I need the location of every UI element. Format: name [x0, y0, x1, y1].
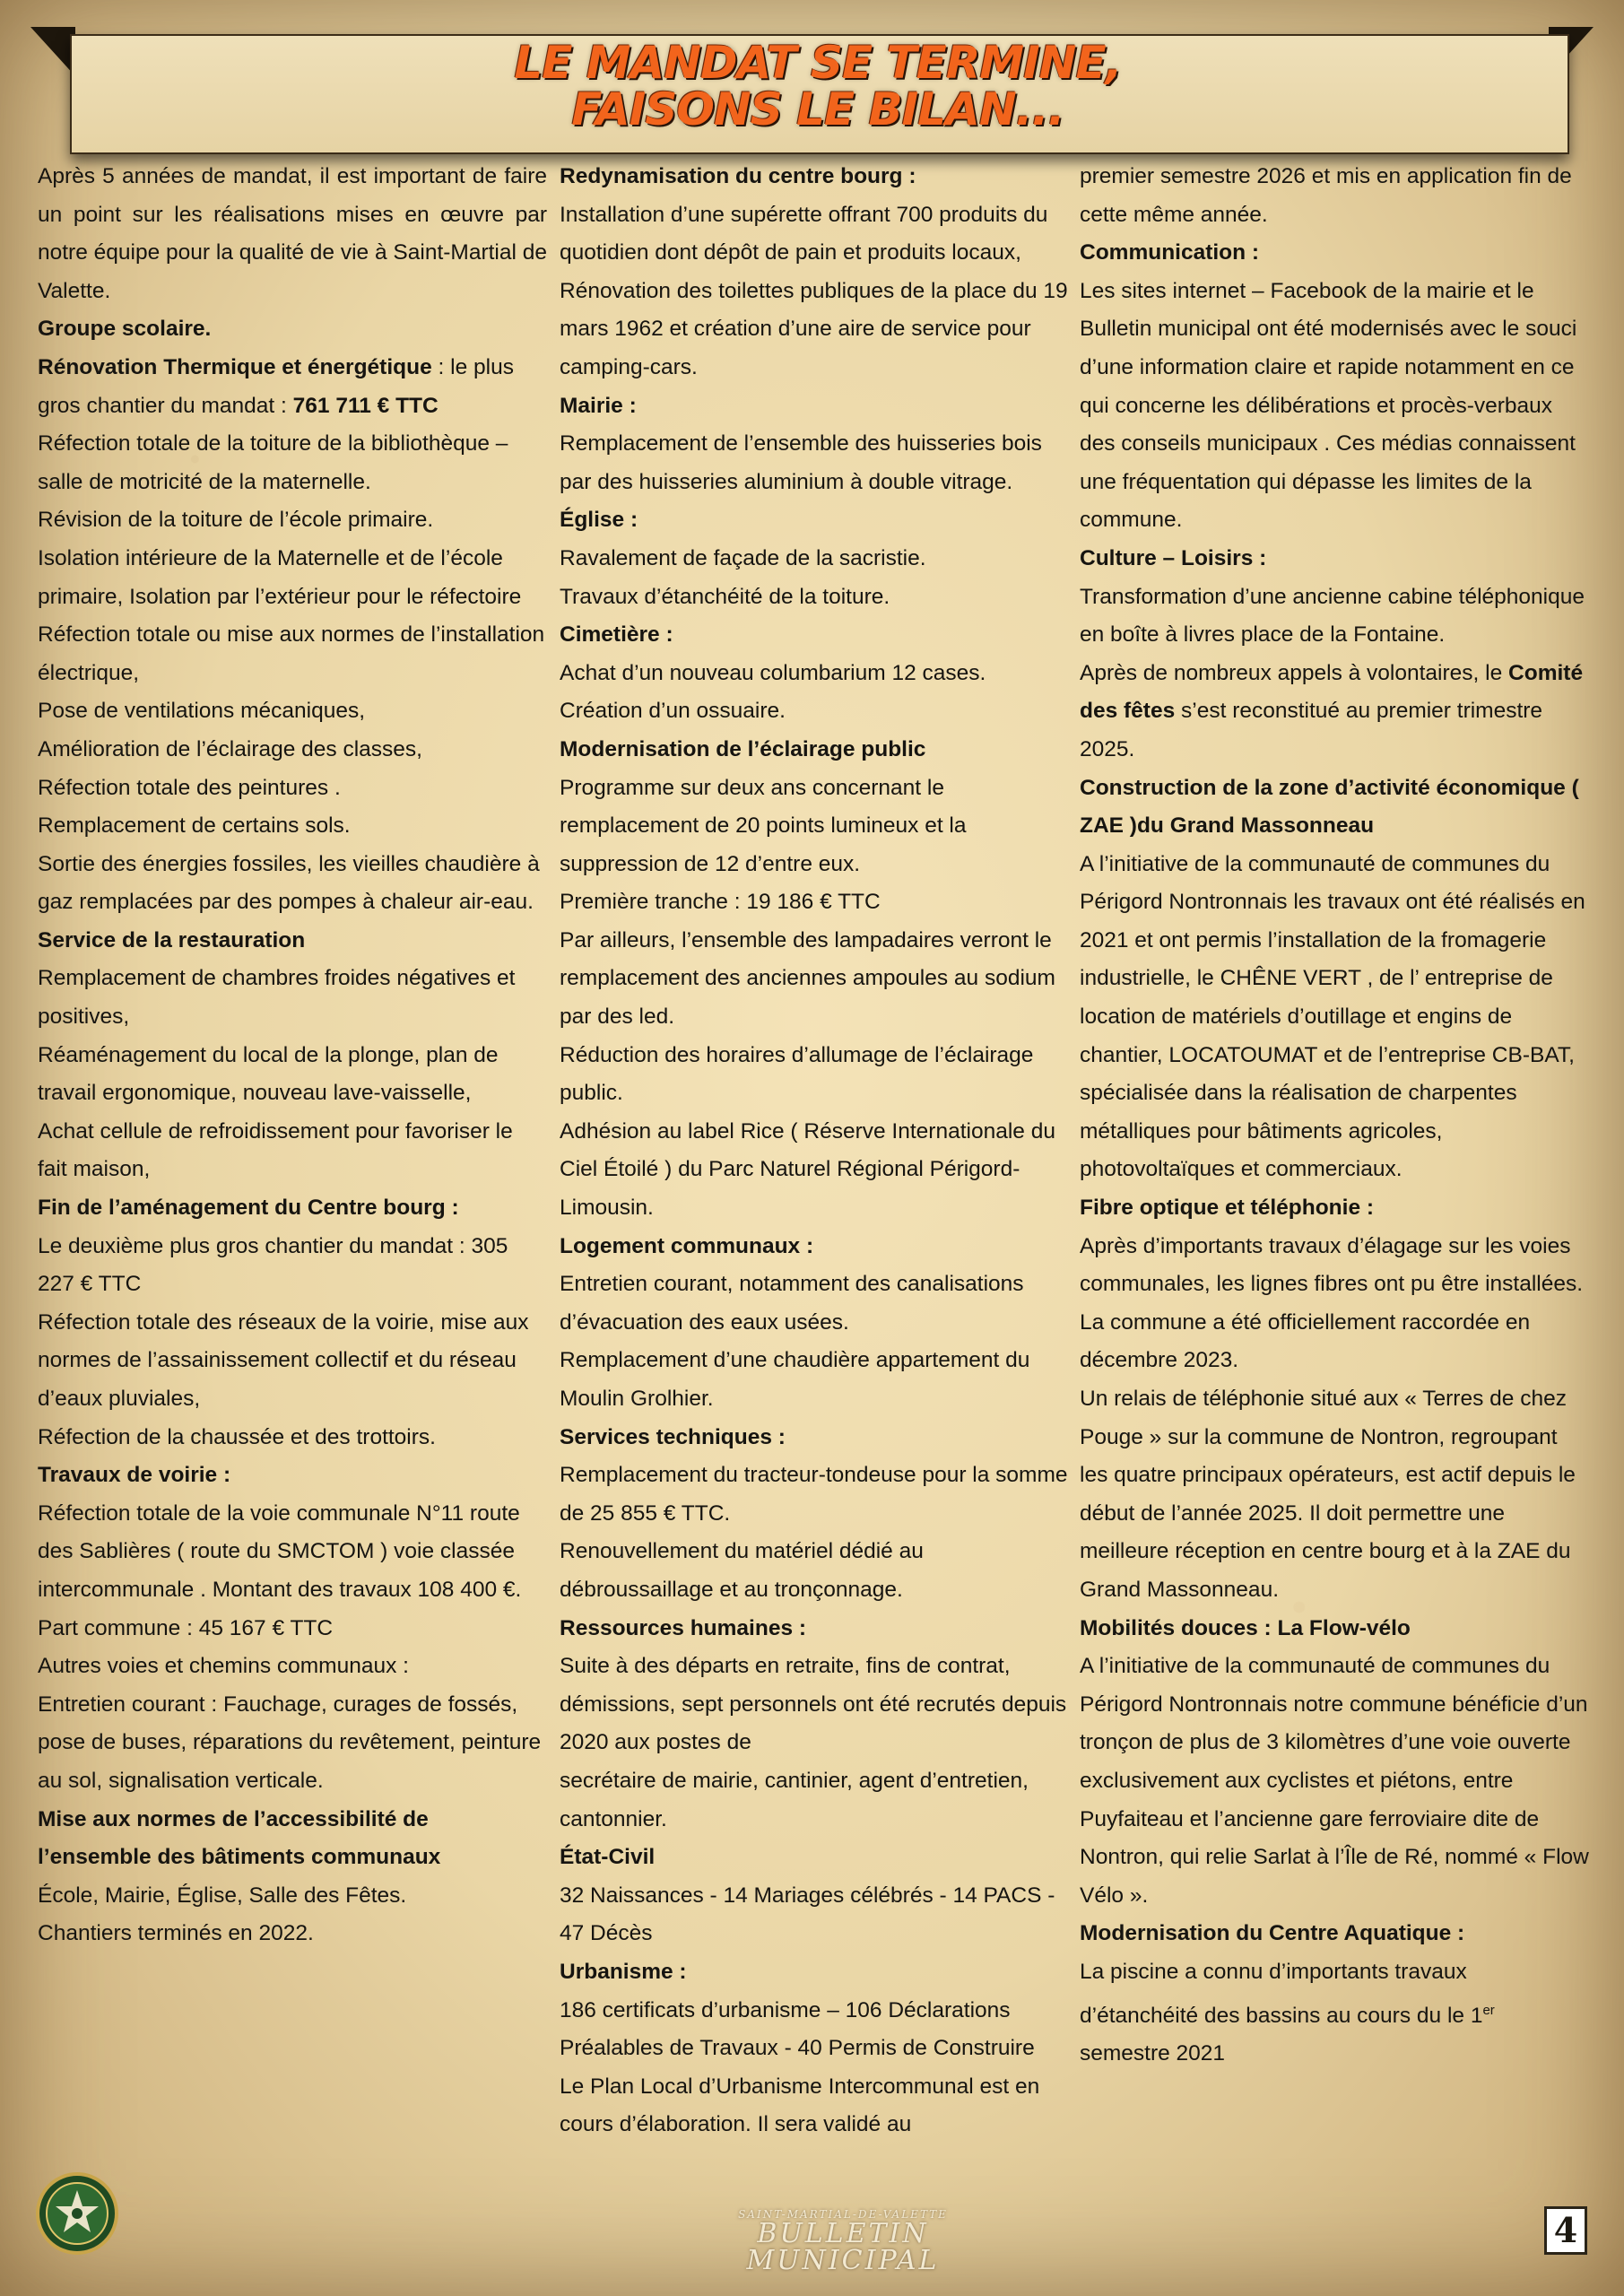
heading-restauration: Service de la restauration — [38, 927, 306, 952]
heading-mobilites: Mobilités douces : La Flow-vélo — [1080, 1615, 1411, 1640]
list-item: Réduction des horaires d’allumage de l’éclairage public. — [560, 1042, 1034, 1106]
comite-paragraph: Après de nombreux appels à volontaires, le Comité des fêtes s’est reconstitué au premier trimestre 2025. — [1080, 660, 1584, 761]
list-item: École, Mairie, Église, Salle des Fêtes. — [38, 1883, 407, 1908]
list-item: 186 certificats d’urbanisme – 106 Déclarations Préalables de Travaux - 40 Permis de Construire — [560, 1997, 1035, 2061]
heading-eglise: Église : — [560, 508, 638, 533]
list-item: Chantiers terminés en 2022. — [38, 1921, 314, 1946]
column-3 — [1080, 158, 1591, 2074]
list-item: 32 Naissances - 14 Mariages célébrés - 14 PACS - 47 Décès — [560, 1883, 1055, 1946]
aquatique-paragraph: La piscine a connu d’importants travaux d’étanchéité des bassins au cours du le 1er semestre 2021 — [1080, 1959, 1495, 2066]
list-item: Suite à des départs en retraite, fins de contrat, démissions, sept personnels ont été recrutés depuis 2020 aux postes de — [560, 1654, 1067, 1755]
list-item: Réfection totale de la toiture de la bibliothèque – salle de motricité de la maternelle. — [38, 431, 508, 494]
list-item: Installation d’une supérette offrant 700 produits du quotidien dont dépôt de pain et produits locaux, — [560, 202, 1048, 265]
list-item: secrétaire de mairie, cantinier, agent d’entretien, cantonnier. — [560, 1768, 1029, 1831]
page-title-line-2: FAISONS LE BILAN... — [571, 83, 1064, 135]
renovation-paragraph: Rénovation Thermique et énergétique : le plus gros chantier du mandat : 761 711 € TTC — [38, 354, 514, 418]
list-item: Réfection totale des réseaux de la voirie, mise aux normes de l’assainissement collectif et du réseau d’eaux pluviales, — [38, 1309, 529, 1411]
heading-etat-civil: État-Civil — [560, 1845, 656, 1870]
list-item: Pose de ventilations mécaniques, — [38, 699, 365, 724]
list-item: Travaux d’étanchéité de la toiture. — [560, 584, 890, 609]
list-item: Révision de la toiture de l’école primaire. — [38, 508, 434, 533]
list-item: Remplacement de certains sols. — [38, 813, 351, 839]
list-item: Achat d’un nouveau columbarium 12 cases. — [560, 660, 986, 685]
superscript-er: er — [1482, 2002, 1495, 2018]
list-item: Création d’un ossuaire. — [560, 699, 786, 724]
list-item: Réfection de la chaussée et des trottoirs. — [38, 1424, 436, 1449]
heading-mairie: Mairie : — [560, 393, 637, 418]
heading-services-techniques: Services techniques : — [560, 1424, 786, 1449]
list-item: Entretien courant, notamment des canalisations d’évacuation des eaux usées. — [560, 1272, 1024, 1335]
heading-cimetiere: Cimetière : — [560, 622, 673, 648]
column-1 — [38, 158, 547, 1953]
heading-voirie: Travaux de voirie : — [38, 1463, 231, 1488]
heading-accessibilite: Mise aux normes de l’accessibilité de l’ensemble des bâtiments communaux — [38, 1806, 441, 1870]
list-item: Réfection totale ou mise aux normes de l’installation électrique, — [38, 622, 545, 685]
heading-urbanisme: Urbanisme : — [560, 1959, 687, 1984]
bulletin-watermark-big: BULLETIN MUNICIPAL — [746, 2218, 940, 2276]
list-item: Remplacement du tracteur-tondeuse pour la somme de 25 855 € TTC. — [560, 1463, 1068, 1526]
list-item: Remplacement de l’ensemble des huisseries bois par des huisseries aluminium à double vitrage. — [560, 431, 1042, 494]
page-number: 4 — [1544, 2206, 1587, 2255]
list-item: Réfection totale de la voie communale N°11 route des Sablières ( route du SMCTOM ) voie classée intercommunale . Montant des travaux 108 400 €. Part commune : 45 167 € TTC — [38, 1500, 522, 1640]
list-item: Le deuxième plus gros chantier du mandat : 305 227 € TTC — [38, 1233, 508, 1297]
heading-culture-loisirs: Culture – Loisirs : — [1080, 545, 1267, 570]
list-item: Par ailleurs, l’ensemble des lampadaires verront le remplacement des anciennes ampoules au sodium par des led. — [560, 927, 1055, 1030]
list-item: A l’initiative de la communauté de communes du Périgord Nontronnais notre commune bénéficie d’un tronçon de plus de 3 kilomètres d’une voie ouverte exclusivement aux cyclistes et piétons, entre Puyfaiteau et l’ancienne gare ferroviaire dite de Nontron, qui relie Sarlat à l’Île de Ré, nommé « Flow Vélo ». — [1080, 1654, 1589, 1908]
list-item: Première tranche : 19 186 € TTC — [560, 890, 881, 915]
list-item: premier semestre 2026 et mis en application fin de cette même année. — [1080, 164, 1572, 227]
list-item: Réaménagement du local de la plonge, plan de travail ergonomique, nouveau lave-vaisselle, — [38, 1042, 499, 1106]
renovation-amount: 761 711 € TTC — [292, 393, 439, 418]
page-title — [70, 39, 1566, 133]
heading-centre-aquatique: Modernisation du Centre Aquatique : — [1080, 1921, 1465, 1946]
list-item: Programme sur deux ans concernant le remplacement de 20 points lumineux et la suppression de 12 d’entre eux. — [560, 775, 967, 876]
bulletin-watermark-small: SAINT-MARTIAL-DE-VALETTE — [738, 2208, 948, 2221]
list-item: Remplacement de chambres froides négatives et positives, — [38, 966, 516, 1030]
list-item: Amélioration de l’éclairage des classes, — [38, 736, 422, 761]
list-item: Réfection totale des peintures . — [38, 775, 341, 800]
list-item: Renouvellement du matériel dédié au débroussaillage et au tronçonnage. — [560, 1539, 924, 1602]
heading-renovation: Rénovation Thermique et énergétique — [38, 354, 432, 379]
list-item: Un relais de téléphonie situé aux « Terres de chez Pouge » sur la commune de Nontron, regroupant les quatre principaux opérateurs, est actif depuis le début de l’année 2025. Il doit permettre une meilleure réception en centre bourg et à la ZAE du Grand Massonneau. — [1080, 1387, 1576, 1602]
list-item: Remplacement d’une chaudière appartement du Moulin Grolhier. — [560, 1348, 1030, 1411]
heading-groupe-scolaire: Groupe scolaire. — [38, 317, 212, 342]
heading-logement: Logement communaux : — [560, 1233, 814, 1258]
heading-redynamisation: Redynamisation du centre bourg : — [560, 164, 916, 188]
list-item: Sortie des énergies fossiles, les vieilles chaudière à gaz remplacées par des pompes à chaleur air-eau. — [38, 851, 540, 915]
list-item: Adhésion au label Rice ( Réserve Internationale du Ciel Étoilé ) du Parc Naturel Régional Périgord-Limousin. — [560, 1118, 1055, 1221]
list-item: Les sites internet – Facebook de la mairie et le Bulletin municipal ont été modernisés avec le souci d’une information claire et rapide notamment en ce qui concerne les délibérations et procès-verbaux des conseils municipaux . Ces médias connaissent une fréquentation qui dépasse les limites de la commune. — [1080, 278, 1577, 533]
heading-fibre: Fibre optique et téléphonie : — [1080, 1196, 1375, 1221]
column-2 — [560, 158, 1071, 2144]
list-item: Achat cellule de refroidissement pour favoriser le fait maison, — [38, 1118, 513, 1182]
heading-ressources-humaines: Ressources humaines : — [560, 1615, 807, 1640]
list-item: Transformation d’une ancienne cabine téléphonique en boîte à livres place de la Fontaine. — [1080, 584, 1585, 648]
page-title-line-1: LE MANDAT SE TERMINE, — [514, 37, 1122, 89]
list-item: Entretien courant : Fauchage, curages de fossés, pose de buses, réparations du revêtement, peinture au sol, signalisation verticale. — [38, 1692, 542, 1793]
list-item: Ravalement de façade de la sacristie. — [560, 545, 926, 570]
intro-paragraph: Après 5 années de mandat, il est important de faire un point sur les réalisations mises en œuvre par notre équipe pour la qualité de vie à Saint-Martial de Valette. — [38, 164, 547, 303]
heading-zae: Construction de la zone d’activité économique ( ZAE )du Grand Massonneau — [1080, 775, 1579, 839]
list-item: Autres voies et chemins communaux : — [38, 1654, 409, 1679]
heading-communication: Communication : — [1080, 240, 1260, 265]
heading-centre-bourg: Fin de l’aménagement du Centre bourg : — [38, 1196, 459, 1221]
list-item: A l’initiative de la communauté de communes du Périgord Nontronnais les travaux ont été réalisés en 2021 et ont permis l’installation de la fromagerie industrielle, le CHÊNE VERT , de l’ entreprise de location de matériels d’outillage et engins de chantier, LOCATOUMAT et de l’entreprise CB-BAT, spécialisée dans la réalisation de charpentes métalliques pour bâtiments agricoles, photovoltaïques et commerciaux. — [1080, 851, 1585, 1182]
list-item: Le Plan Local d’Urbanisme Intercommunal est en cours d’élaboration. Il sera validé au — [560, 2074, 1040, 2137]
list-item: Après d’importants travaux d’élagage sur les voies communales, les lignes fibres ont pu être installées. La commune a été officiellement raccordée en décembre 2023. — [1080, 1233, 1584, 1373]
list-item: Isolation intérieure de la Maternelle et de l’école primaire, Isolation par l’extérieur pour le réfectoire — [38, 545, 522, 609]
heading-eclairage: Modernisation de l’éclairage public — [560, 736, 926, 761]
commune-crest-icon — [34, 2170, 120, 2257]
comite-des-fetes: Comité des fêtes — [1080, 660, 1584, 724]
banner-ribbon-left — [30, 27, 75, 76]
bulletin-watermark — [682, 2208, 1004, 2274]
list-item: Rénovation des toilettes publiques de la place du 19 mars 1962 et création d’une aire de service pour camping-cars. — [560, 278, 1068, 379]
